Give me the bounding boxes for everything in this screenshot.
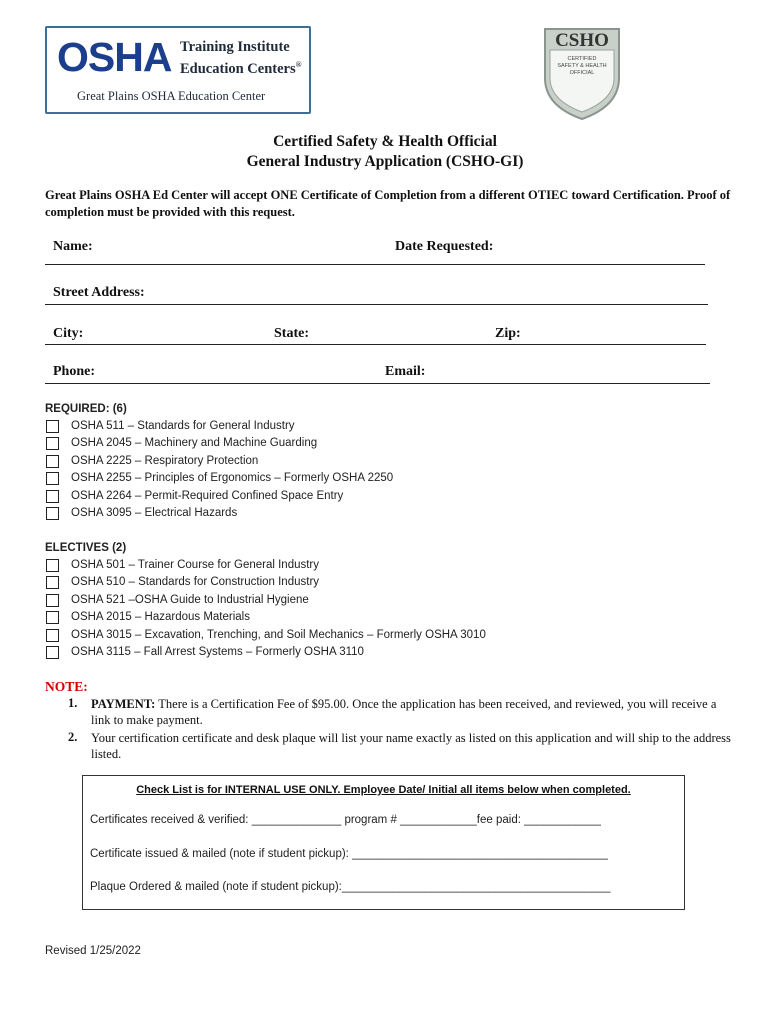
elective-item: OSHA 3015 – Excavation, Trenching, and Soil Mechanics – Formerly OSHA 3010 (71, 629, 486, 641)
required-item: OSHA 2264 – Permit-Required Confined Space Entry (71, 490, 344, 502)
phone-label: Phone: (53, 364, 95, 379)
note-number-2: 2. (68, 730, 78, 744)
logo-line1: Training Institute (180, 39, 290, 55)
elective-item: OSHA 521 –OSHA Guide to Industrial Hygiene (71, 594, 309, 606)
checklist-certificate-issued-line[interactable]: Certificate issued & mailed (note if student pickup): ________________________________________ (90, 848, 608, 860)
elective-checkbox[interactable] (46, 646, 59, 659)
checklist-plaque-line[interactable]: Plaque Ordered & mailed (note if student pickup):__________________________________________ (90, 881, 611, 893)
required-item: OSHA 3095 – Electrical Hazards (71, 507, 238, 519)
zip-label: Zip: (495, 326, 521, 341)
intro-text: Great Plains OSHA Ed Center will accept ONE Certificate of Completion from a different OTIEC toward Certification. Proof of completion must be provided with this request. (45, 188, 731, 219)
internal-checklist-heading: Check List is for INTERNAL USE ONLY. Employee Date/ Initial all items below when completed. (136, 784, 631, 796)
required-item: OSHA 2255 – Principles of Ergonomics – Formerly OSHA 2250 (71, 472, 394, 484)
elective-checkbox[interactable] (46, 559, 59, 572)
csho-badge-subtitle: CERTIFIED SAFETY & HEALTH OFFICIAL (557, 56, 607, 76)
logo-brand: OSHA (57, 34, 172, 80)
elective-item: OSHA 2015 – Hazardous Materials (71, 611, 250, 623)
required-checkbox[interactable] (46, 420, 59, 433)
required-checkbox[interactable] (46, 472, 59, 485)
required-item: OSHA 2225 – Respiratory Protection (71, 455, 259, 467)
phone-email-line[interactable] (45, 383, 710, 384)
elective-item: OSHA 3115 – Fall Arrest Systems – Formerly OSHA 3110 (71, 646, 364, 658)
required-checkbox[interactable] (46, 507, 59, 520)
state-label: State: (274, 326, 309, 341)
required-checkbox[interactable] (46, 437, 59, 450)
elective-checkbox[interactable] (46, 594, 59, 607)
required-checkbox[interactable] (46, 490, 59, 503)
electives-heading: ELECTIVES (2) (45, 542, 127, 554)
form-title: Certified Safety & Health Official (273, 133, 497, 150)
required-heading: REQUIRED: (6) (45, 403, 127, 415)
required-item: OSHA 2045 – Machinery and Machine Guarding (71, 437, 318, 449)
name-label: Name: (53, 239, 93, 254)
osha-logo (45, 26, 311, 114)
email-label: Email: (385, 364, 426, 379)
elective-checkbox[interactable] (46, 611, 59, 624)
elective-item: OSHA 501 – Trainer Course for General Industry (71, 559, 320, 571)
note-label: NOTE: (45, 679, 88, 694)
note-item-certificate: Your certification certificate and desk plaque will list your name exactly as listed on this application and will ship to the address listed. (91, 731, 731, 761)
city-label: City: (53, 326, 84, 341)
elective-checkbox[interactable] (46, 576, 59, 589)
note-number-1: 1. (68, 696, 78, 710)
revised-date: Revised 1/25/2022 (45, 945, 141, 957)
note-item-payment: PAYMENT: There is a Certification Fee of $95.00. Once the application has been received, and reviewed, you will receive a link to make payment. (91, 697, 717, 727)
date-requested-label: Date Requested: (395, 239, 494, 254)
elective-checkbox[interactable] (46, 629, 59, 642)
form-subtitle: General Industry Application (CSHO-GI) (246, 153, 524, 170)
street-address-line[interactable] (45, 304, 708, 305)
logo-subtitle: Great Plains OSHA Education Center (77, 89, 266, 103)
street-address-label: Street Address: (53, 285, 145, 300)
checklist-certificates-line[interactable]: Certificates received & verified: ______________ program # ____________fee paid: ____________ (90, 814, 601, 826)
logo-line2: Education Centers® (180, 60, 302, 77)
elective-item: OSHA 510 – Standards for Construction Industry (71, 576, 320, 588)
required-item: OSHA 511 – Standards for General Industry (71, 420, 295, 432)
csho-badge-title: CSHO (555, 30, 609, 51)
name-date-line[interactable] (45, 264, 705, 265)
required-checkbox[interactable] (46, 455, 59, 468)
city-state-zip-line[interactable] (45, 344, 706, 345)
